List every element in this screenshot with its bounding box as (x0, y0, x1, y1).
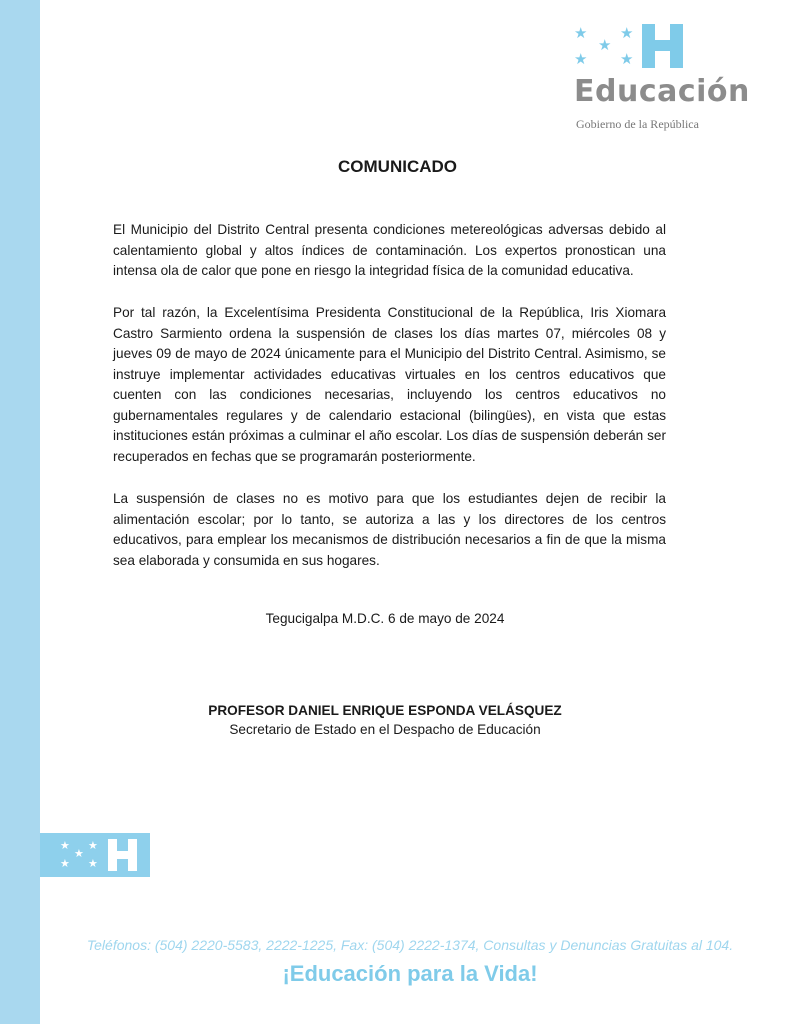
signatory-name: PROFESOR DANIEL ENRIQUE ESPONDA VELÁSQUEZ (208, 703, 562, 718)
slogan: ¡Educación para la Vida! (282, 961, 538, 986)
paragraph-2: Por tal razón, la Excelentísima Presidenta Constitucional de la República, Iris Xiomara Castro Sarmiento ordena la suspensión de clases los días martes 07, miércoles 08 y jueves 09 de mayo de 2024 únicamente para el Municipio del Distrito Central. Asimismo, se instruye implementar actividades educativas virtuales en los centros educativos que cuenten con las condiciones necesarias, incluyendo los centros educativos no gubernamentales regulares y de calendario estacional (bilingües), en vista que estas instituciones están próximas a culminar el año escolar. Los días de suspensión deberán ser recuperados en fechas que se programarán posteriormente. (113, 305, 666, 464)
signatory-role: Secretario de Estado en el Despacho de Educación (229, 722, 541, 737)
left-decorative-bar (0, 0, 40, 1024)
paragraph-3: La suspensión de clases no es motivo para que los estudiantes dejen de recibir la alimentación escolar; por lo tanto, se autoriza a las y los directores de los centros educativos, para emplear los mecanismos de distribución necesarios a fin de que la misma sea elaborada y consumida en sus hogares. (113, 491, 666, 568)
logo-stars-icon: ★ ★ ★ ★ ★ (574, 25, 634, 68)
paragraph-1: El Municipio del Distrito Central presenta condiciones metereológicas adversas debido al calentamiento global y altos índices de contaminación. Los expertos pronostican una intensa ola de calor que pone en riesgo la integridad física de la comunidad educativa. (113, 222, 666, 278)
logo-subtitle: Gobierno de la República (576, 117, 699, 131)
footer-logo: ★ ★ ★ ★ ★ (40, 833, 150, 877)
education-logo (572, 24, 762, 134)
document-title: COMUNICADO (338, 157, 457, 176)
logo-h-icon (642, 24, 686, 68)
place-date: Tegucigalpa M.D.C. 6 de mayo de 2024 (265, 611, 505, 626)
logo-title: Educación (574, 74, 750, 109)
contact-info: Teléfonos: (504) 2220-5583, 2222-1225, Fax: (504) 2222-1374, Consultas y Denuncias Gratuitas al 104. (86, 937, 734, 953)
